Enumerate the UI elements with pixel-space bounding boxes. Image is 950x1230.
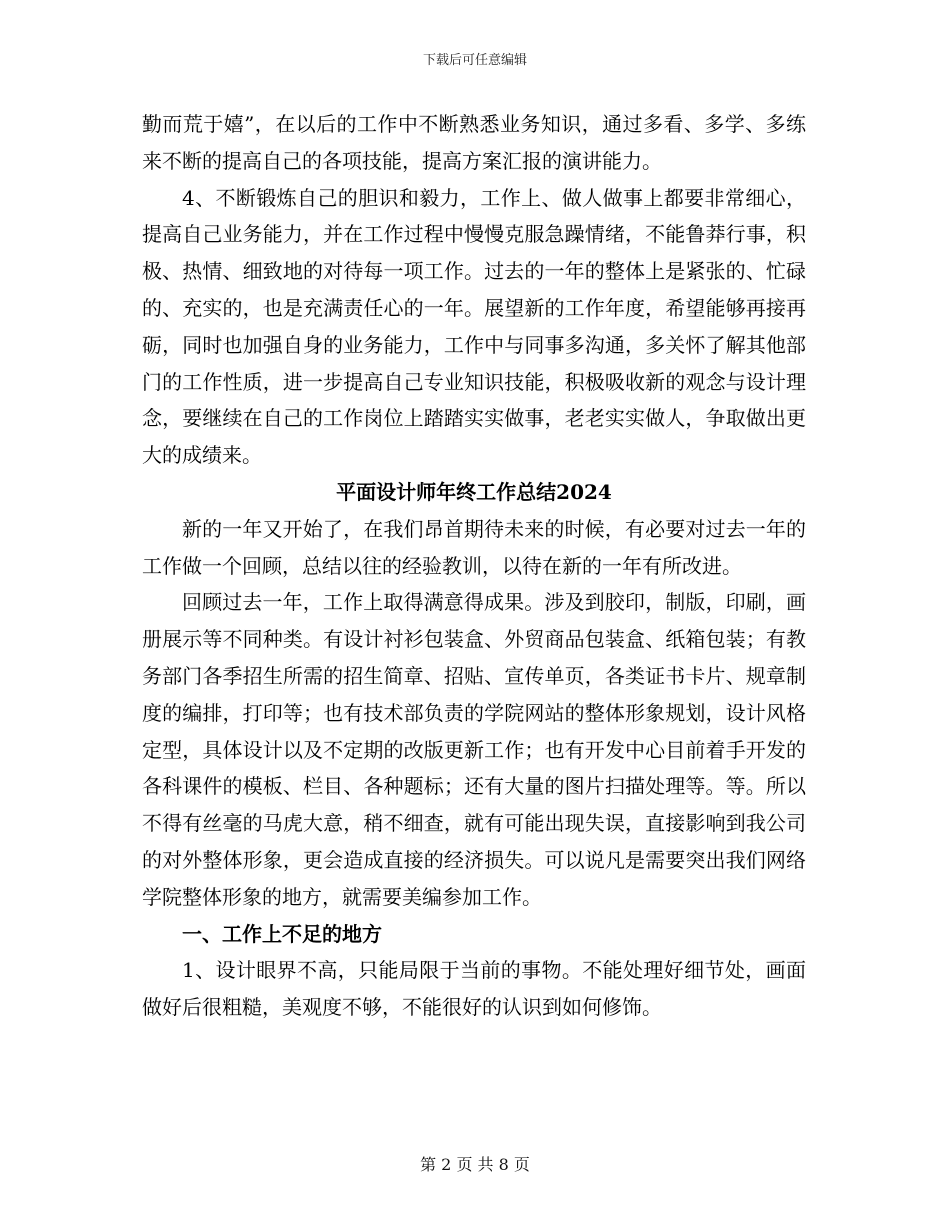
page-number-footer: 第 2 页 共 8 页: [420, 1155, 530, 1174]
paragraph-item-4: 4、不断锻炼自己的胆识和毅力，工作上、做人做事上都要非常细心，提高自己业务能力，并在工作过程中慢慢克服急躁情绪，不能鲁莽行事，积极、热情、细致地的对待每一项工作。过去的一年的整体上是紧张的、忙碌的、充实的，也是充满责任心的一年。展望新的工作年度，希望能够再接再砺，同时也加强自身的业务能力，工作中与同事多沟通，多关怀了解其他部门的工作性质，进一步提高自己专业知识技能，积极吸收新的观念与设计理念，要继续在自己的工作岗位上踏踏实实做事，老老实实做人，争取做出更大的成绩来。: [142, 185, 806, 468]
page-header: 下载后可任意编辑: [422, 53, 527, 68]
document-title: 平面设计师年终工作总结2024: [336, 479, 612, 504]
paragraph-intro: 新的一年又开始了，在我们昂首期待未来的时候，有必要对过去一年的工作做一个回顾，总结以往的经验教训，以待在新的一年有所改进。: [142, 516, 806, 578]
document-body: [142, 106, 806, 1026]
paragraph-shortfall-1: 1、设计眼界不高，只能局限于当前的事物。不能处理好细节处，画面做好后很粗糙，美观度不够，不能很好的认识到如何修饰。: [142, 958, 806, 1020]
paragraph-review: 回顾过去一年，工作上取得满意得成果。涉及到胶印，制版，印刷，画册展示等不同种类。有设计衬衫包装盒、外贸商品包装盒、纸箱包装；有教务部门各季招生所需的招生简章、招贴、宣传单页，各类证书卡片、规章制度的编排，打印等；也有技术部负责的学院网站的整体形象规划，设计风格定型，具体设计以及不定期的改版更新工作；也有开发中心目前着手开发的各科课件的模板、栏目、各种题标；还有大量的图片扫描处理等。等。所以不得有丝毫的马虎大意，稍不细查，就有可能出现失误，直接影响到我公司的对外整体形象，更会造成直接的经济损失。可以说凡是需要突出我们网络学院整体形象的地方，就需要美编参加工作。: [142, 590, 806, 909]
section-heading-shortfalls: 一、工作上不足的地方: [182, 921, 382, 946]
paragraph-continuation: 勤而荒于嬉”，在以后的工作中不断熟悉业务知识，通过多看、多学、多练来不断的提高自己的各项技能，提高方案汇报的演讲能力。: [142, 112, 806, 173]
